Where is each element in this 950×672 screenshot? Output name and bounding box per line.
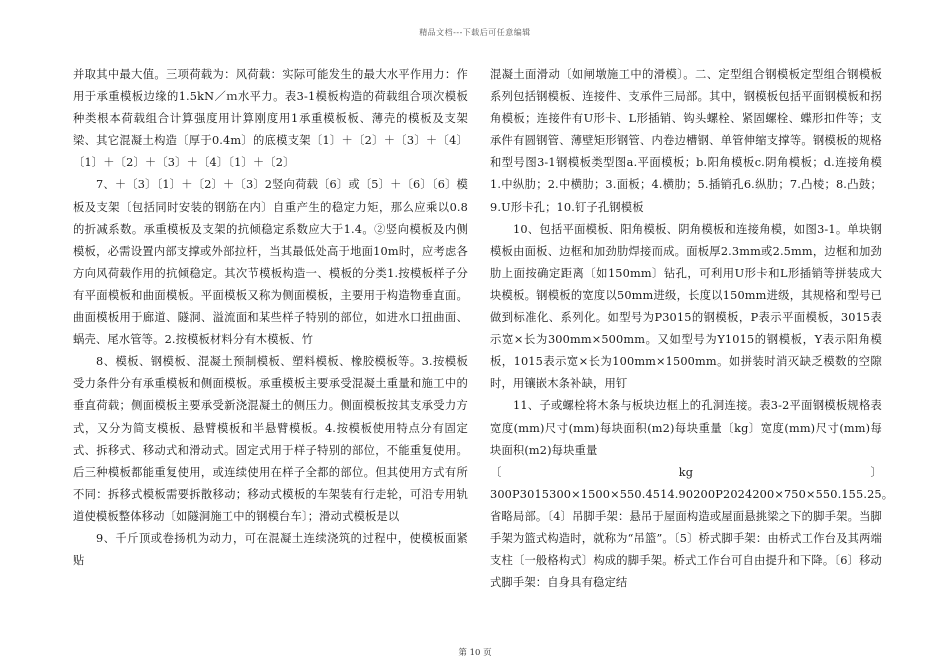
page-footer: 第 10 页 xyxy=(458,648,492,658)
paragraph: 7、＋〔3〕〔1〕＋〔2〕＋〔3〕2竖向荷载〔6〕或〔5〕＋〔6〕〔6〕模板及支架〔包括同时安装的钢筋在内〕自重产生的稳定力矩，那么应乘以0.8的折减系数。承重模板及支架的抗倾稳定系数应大于1.4。②竖向模板及内侧模板，必需设置内部支撑或外部拉杆，当其最低处高于地面10m时，应考虑各方向风荷载作用的抗倾稳定。其次节模板构造一、模板的分类1.按模板样子分有平面模板和曲面模板。平面模板又称为侧面模板，主要用于构造物垂直面。曲面模板用于廊道、隧洞、溢流面和某些样子特别的部位，如进水口扭曲面、蜗壳、尾水管等。2.按模板材料分有木模板、竹 xyxy=(73,178,468,347)
paragraph: 10、包括平面模板、阳角模板、阴角模板和连接角模，如图3-1。单块钢模板由面板、边框和加劲肋焊接而成。面板厚2.3mm或2.5mm，边框和加劲肋上面按确定距离〔如150mm〕钻孔，可利用U形卡和L形插销等拼装成大块模板。钢模板的宽度以50mm进级，长度以150mm进级，其规格和型号已做到标准化、系列化。如型号为P3015的钢模板，P表示平面模板，3015表示宽×长为300mm×500mm。又如型号为Y1015的钢模板，Y表示阳角模板，1015表示宽×长为100mm×1500mm。如拼装时消灭缺乏模数的空隙时，用镶嵌木条补缺，用钉 xyxy=(490,222,882,391)
paragraph: 〔kg〕300P3015300×1500×550.4514.90200P2024200×750×550.155.25。省略局部。〔4〕吊脚手架：悬吊于屋面构造或屋面悬挑梁之下的脚手架。当脚手架为篮式构造时，就称为“吊篮”。〔5〕桥式脚手架：由桥式工作台及其两端支柱〔一般格构式〕构成的脚手架。桥式工作台可自由提升和下降。〔6〕移动式脚手架：自身具有稳定结 xyxy=(490,465,894,590)
left-column xyxy=(73,64,468,572)
paragraph: 8、模板、钢模板、混凝土预制模板、塑料模板、橡胶模板等。3.按模板受力条件分有承重模板和侧面模板。承重模板主要承受混凝土重量和施工中的垂直荷载；侧面模板主要承受新浇混凝土的侧压力。侧面模板按其支承受力方式，又分为简支模板、悬臂模板和半悬臂模板。4.按模板使用特点分有固定式、拆移式、移动式和滑动式。固定式用于样子特别的部位，不能重复使用。后三种模板都能重复使用，或连续使用在样子全都的部位。但其使用方式有所不同：拆移式模板需要拆散移动；移动式模板的车架装有行走轮，可沿专用轨道使模板整体移动〔如隧洞施工中的钢模台车〕；滑动式模板是以 xyxy=(73,355,468,523)
paragraph: 混凝土面滑动〔如闸墩施工中的滑模〕。二、定型组合钢模板定型组合钢模板系列包括钢模板、连接件、支承件三局部。其中，钢模板包括平面钢模板和拐角模板；连接件有U形卡、L形插销、钩头螺栓、紧固螺栓、蝶形扣件等；支承件有圆钢管、薄壁矩形钢管、内卷边槽钢、单管伸缩支撑等。钢模板的规格和型号图3-1钢模板类型图a.平面模板；b.阳角模板c.阴角模板；d.连接角模1.中纵肋；2.中横肋；3.面板；4.横肋；5.插销孔6.纵肋；7.凸棱；8.凸鼓；9.U形卡孔；10.钉子孔钢模板 xyxy=(490,68,882,214)
paragraph: 9、千斤顶或卷扬机为动力，可在混凝土连续浇筑的过程中，使模板面紧贴 xyxy=(73,531,468,568)
right-column xyxy=(490,64,894,594)
paragraph: 11、子或螺栓将木条与板块边框上的孔洞连接。表3-2平面钢模板规格表宽度(mm)尺寸(mm)每块面积(m2)每块重量〔kg〕宽度(mm)尺寸(mm)每块面积(m2)每块重量 xyxy=(490,399,882,457)
page-header: 精品文档---下载后可任意编辑 xyxy=(419,28,531,37)
paragraph: 并取其中最大值。三项荷载为：风荷载：实际可能发生的最大水平作用力：作用于承重模板边缘的1.5kN／ｍ水平力。表3-1模板构造的荷载组合项次模板种类根本荷载组合计算强度用计算刚度用1承重模板板、薄壳的模板及支架梁、其它混凝土构造〔厚于0.4m〕的底模支架〔1〕＋〔2〕＋〔3〕＋〔4〕〔1〕＋〔2〕＋〔3〕＋〔4〕〔1〕＋〔2〕 xyxy=(73,68,468,170)
